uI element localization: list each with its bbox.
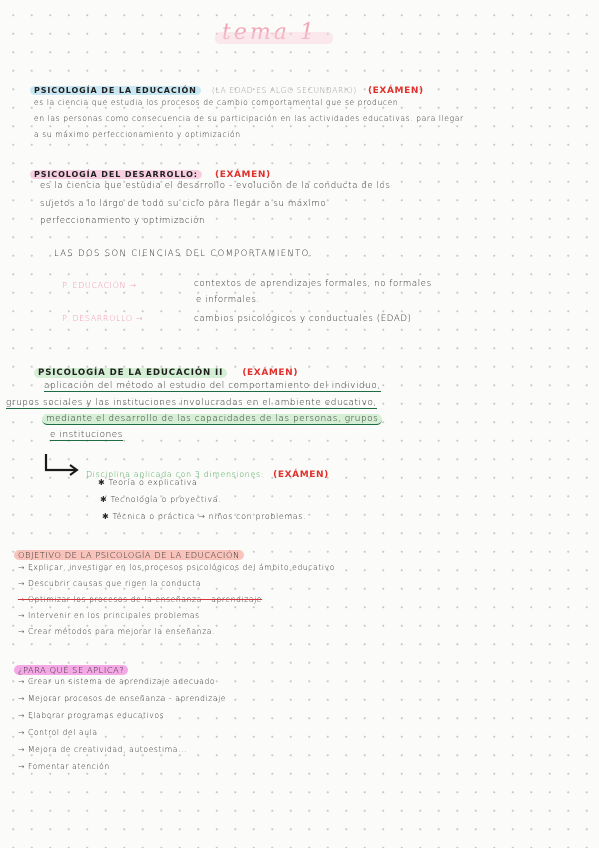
section-educacion-ii-heading-row (34, 360, 298, 379)
list-item: → Control del aula (18, 728, 98, 737)
branch-arrow-icon (42, 452, 82, 476)
section-heading: PSICOLOGÍA DE LA EDUCACIÓN II (34, 368, 227, 378)
definition-line (42, 414, 382, 424)
list-item: → Elaborar programas educativos (18, 711, 165, 720)
list-item: → Descubrir causas que rigen la conducta (18, 579, 202, 588)
definition-line (6, 398, 377, 408)
exam-tag: (EXÁMEN) (367, 86, 424, 96)
list-item: → Crear métodos para mejorar la enseñanza. (18, 627, 216, 636)
exam-tag: (EXÁMEN) (242, 368, 299, 378)
comparison-label: P. DESARROLLO → (62, 314, 144, 323)
section-heading: PSICOLOGÍA DE LA EDUCACIÓN (30, 86, 201, 95)
list-item: → Mejora de creatividad, autoestima... (18, 745, 188, 754)
comparison-label: P. EDUCACIÓN → (62, 281, 137, 290)
note-text: LAS DOS SON CIENCIAS DEL COMPORTAMIENTO. (54, 248, 314, 258)
dimension-item: ✱ Teoría o explicativa (98, 478, 198, 487)
definition-line: en las personas como consecuencia de su participación en las actividades educativas. para llegar (34, 114, 464, 123)
comparison-text: contextos de aprendizajes formales, no formales (194, 279, 432, 289)
list-item: → Fomentar atención (18, 762, 110, 771)
heading-aside: (LA EDAD ES ALGO SECUNDARIO) (211, 86, 357, 95)
dimension-item: ✱ Técnica o práctica → niños con problemas. (102, 512, 307, 521)
list-item: → Mejorar procesos de enseñanza - aprendizaje (18, 694, 227, 703)
definition-line-text: mediante el desarrollo de las capacidades de las personas, grupos (42, 414, 382, 425)
comparison-text: cambios psicológicos y conductuales (EDAD) (194, 314, 412, 324)
page-title: tema 1 (222, 20, 317, 45)
list-item-struck: → Optimizar los procesos de la enseñanza - aprendizaje (18, 595, 263, 604)
comparison-text: e informales. (196, 295, 260, 305)
definition-line: sujetos a lo largo de todo su ciclo para llegar a su máximo (40, 199, 327, 209)
list-item: → Explicar, investigar en los procesos psicológicos del ámbito educativo (18, 563, 335, 572)
list-item: → Crear un sistema de aprendizaje adecuado (18, 677, 216, 686)
section-desarrollo-heading-row (30, 162, 271, 181)
dimension-item: ✱ Tecnología o proyectiva. (100, 495, 222, 504)
definition-line (44, 381, 381, 391)
definition-line-text: aplicación del método al estudio del comportamiento del individuo, (44, 381, 381, 391)
definition-line: a su máximo perfeccionamiento y optimización (34, 130, 241, 139)
title-highlight (215, 30, 335, 46)
section-heading: ¿PARA QUÉ SE APLICA? (14, 665, 128, 675)
branch-label: Disciplina aplicada con 3 dimensiones: (86, 470, 265, 479)
definition-line (50, 430, 123, 440)
section-aplica-heading-row (14, 658, 128, 677)
section-heading: PSICOLOGÍA DEL DESARROLLO: (30, 170, 202, 179)
definition-line: perfeccionamiento y optimización (40, 216, 206, 226)
exam-tag: (EXÁMEN) (214, 170, 271, 180)
section-objetivo-heading-row (14, 543, 244, 562)
section-heading: OBJETIVO DE LA PSICOLOGÍA DE LA EDUCACIÓN (14, 550, 244, 560)
definition-line-text: grupos sociales y las instituciones involucradas en el ambiente educativo, (6, 398, 377, 408)
definition-line-text: e instituciones (50, 430, 123, 440)
definition-line: es la ciencia que estudia el desarrollo - evolución de la conducta de los (40, 181, 391, 191)
section-educacion-heading-row (30, 78, 424, 97)
exam-tag: (EXÁMEN) (273, 470, 329, 480)
definition-line: es la ciencia que estudia los procesos de cambio comportamental que se producen (34, 98, 399, 107)
list-item: → Intervenir en los principales problemas (18, 611, 200, 620)
